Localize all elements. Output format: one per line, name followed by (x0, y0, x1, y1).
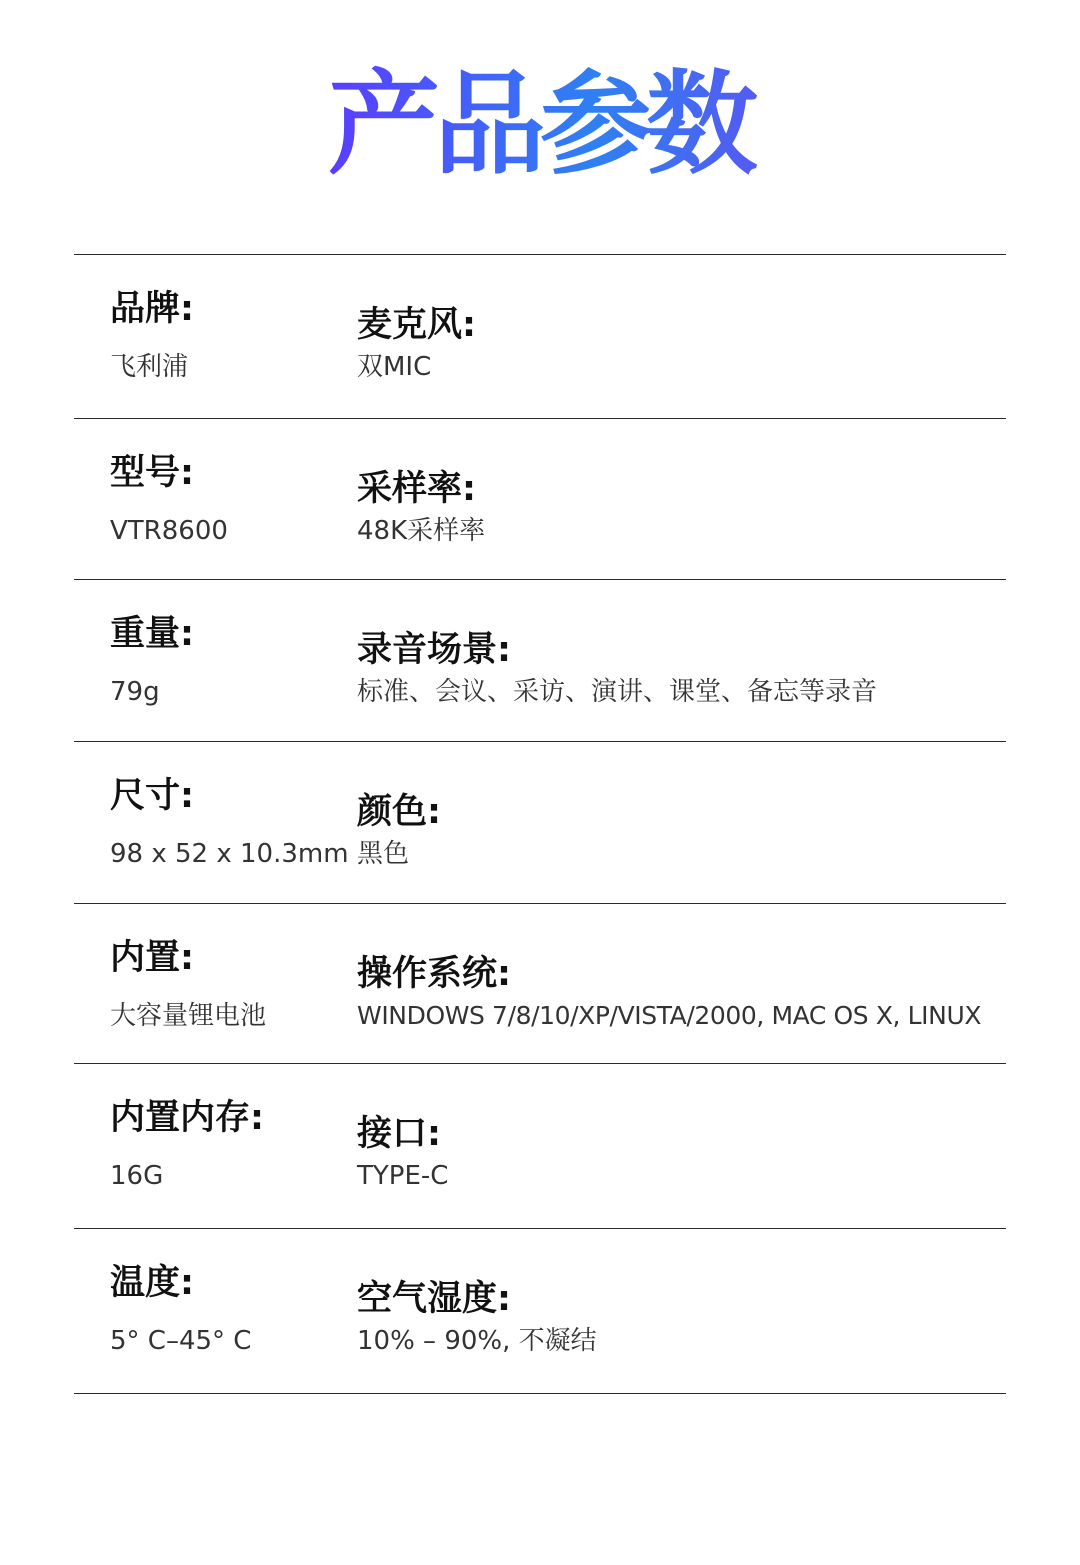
spec-value: 黑色 (357, 839, 410, 869)
spec-row-weight (74, 580, 1006, 742)
spec-label: 型号: (110, 453, 194, 493)
spec-value: WINDOWS 7/8/10/XP/VISTA/2000, MAC OS X, LINUX (357, 1001, 982, 1030)
spec-value: 5° C–45° C (110, 1326, 252, 1356)
spec-value: 标准、会议、采访、演讲、课堂、备忘等录音 (357, 677, 878, 707)
spec-row-size (74, 742, 1006, 904)
spec-label: 麦克风: (357, 305, 476, 345)
spec-value: 10% – 90%, 不凝结 (357, 1326, 597, 1356)
spec-row-builtin (74, 904, 1006, 1064)
spec-label: 内置内存: (110, 1098, 264, 1138)
spec-label: 温度: (110, 1263, 194, 1303)
spec-label: 尺寸: (110, 776, 194, 816)
spec-row-model (74, 419, 1006, 580)
spec-row-memory (74, 1064, 1006, 1229)
spec-value: 48K采样率 (357, 516, 486, 546)
spec-value: 79g (110, 677, 160, 707)
spec-label: 品牌: (110, 289, 194, 329)
spec-label: 录音场景: (357, 630, 511, 670)
spec-value: 飞利浦 (110, 352, 189, 382)
spec-value: 16G (110, 1161, 164, 1191)
spec-table (74, 254, 1006, 1394)
spec-label: 空气湿度: (357, 1279, 511, 1319)
spec-label: 重量: (110, 614, 194, 654)
spec-value: TYPE-C (357, 1161, 449, 1191)
spec-label: 内置: (110, 938, 194, 978)
spec-value: VTR8600 (110, 516, 228, 546)
spec-label: 接口: (357, 1114, 441, 1154)
spec-label: 采样率: (357, 469, 476, 509)
spec-value: 双MIC (357, 352, 432, 382)
spec-label: 颜色: (357, 792, 441, 832)
spec-value: 98 x 52 x 10.3mm (110, 839, 349, 869)
page-title: 产品参数 (0, 55, 1080, 195)
spec-value: 大容量锂电池 (110, 1001, 267, 1031)
spec-row-brand (74, 255, 1006, 419)
spec-row-temperature (74, 1229, 1006, 1394)
spec-label: 操作系统: (357, 954, 511, 994)
